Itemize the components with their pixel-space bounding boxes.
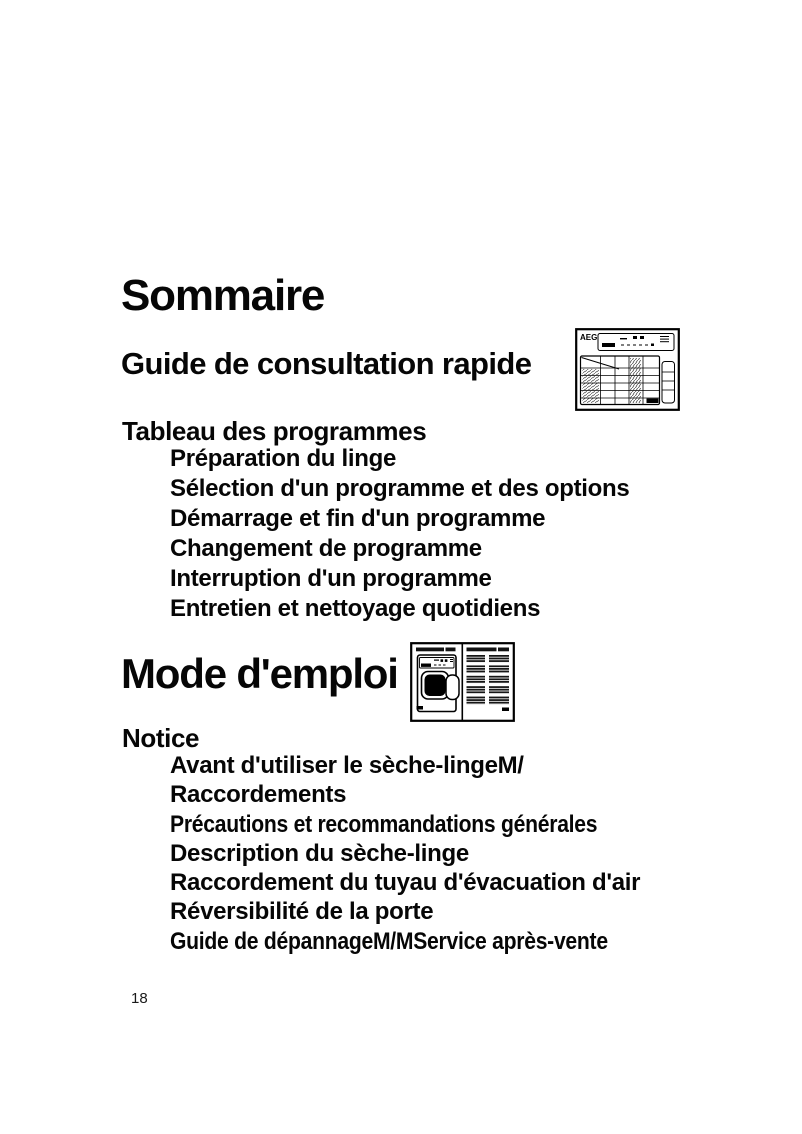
toc-item: Description du sèche-linge <box>170 839 469 867</box>
toc-item: Entretien et nettoyage quotidiens <box>170 595 541 622</box>
section-heading-guide-rapide: Guide de consultation rapide <box>121 346 532 381</box>
toc-list-notice <box>170 751 668 956</box>
toc-item: Guide de dépannageM/MService après-vente <box>170 927 608 955</box>
section-heading-mode-demploi: Mode d'emploi <box>121 650 398 697</box>
page-number: 18 <box>131 990 148 1007</box>
toc-list-guide-rapide <box>170 444 629 624</box>
toc-item: Raccordements <box>170 781 347 809</box>
group-label-tableau-des-programmes: Tableau des programmes <box>122 416 427 446</box>
aeg-logo-text: AEG <box>580 333 598 342</box>
toc-item: Démarrage et fin d'un programme <box>170 505 546 532</box>
page-title: Sommaire <box>121 271 325 320</box>
group-label-notice: Notice <box>122 723 200 753</box>
toc-item: Interruption d'un programme <box>170 565 492 592</box>
manual-booklet-icon <box>410 642 515 722</box>
toc-item: Précautions et recommandations générales <box>170 810 598 838</box>
toc-item: Sélection d'un programme et des options <box>170 475 630 502</box>
toc-item: Réversibilité de la porte <box>170 898 434 926</box>
toc-item: Changement de programme <box>170 535 482 562</box>
toc-item: Avant d'utiliser le sèche-lingeM/ <box>170 752 524 779</box>
toc-item: Préparation du linge <box>170 445 397 472</box>
toc-item: Raccordement du tuyau d'évacuation d'air <box>170 869 641 897</box>
program-table-icon <box>575 328 680 411</box>
